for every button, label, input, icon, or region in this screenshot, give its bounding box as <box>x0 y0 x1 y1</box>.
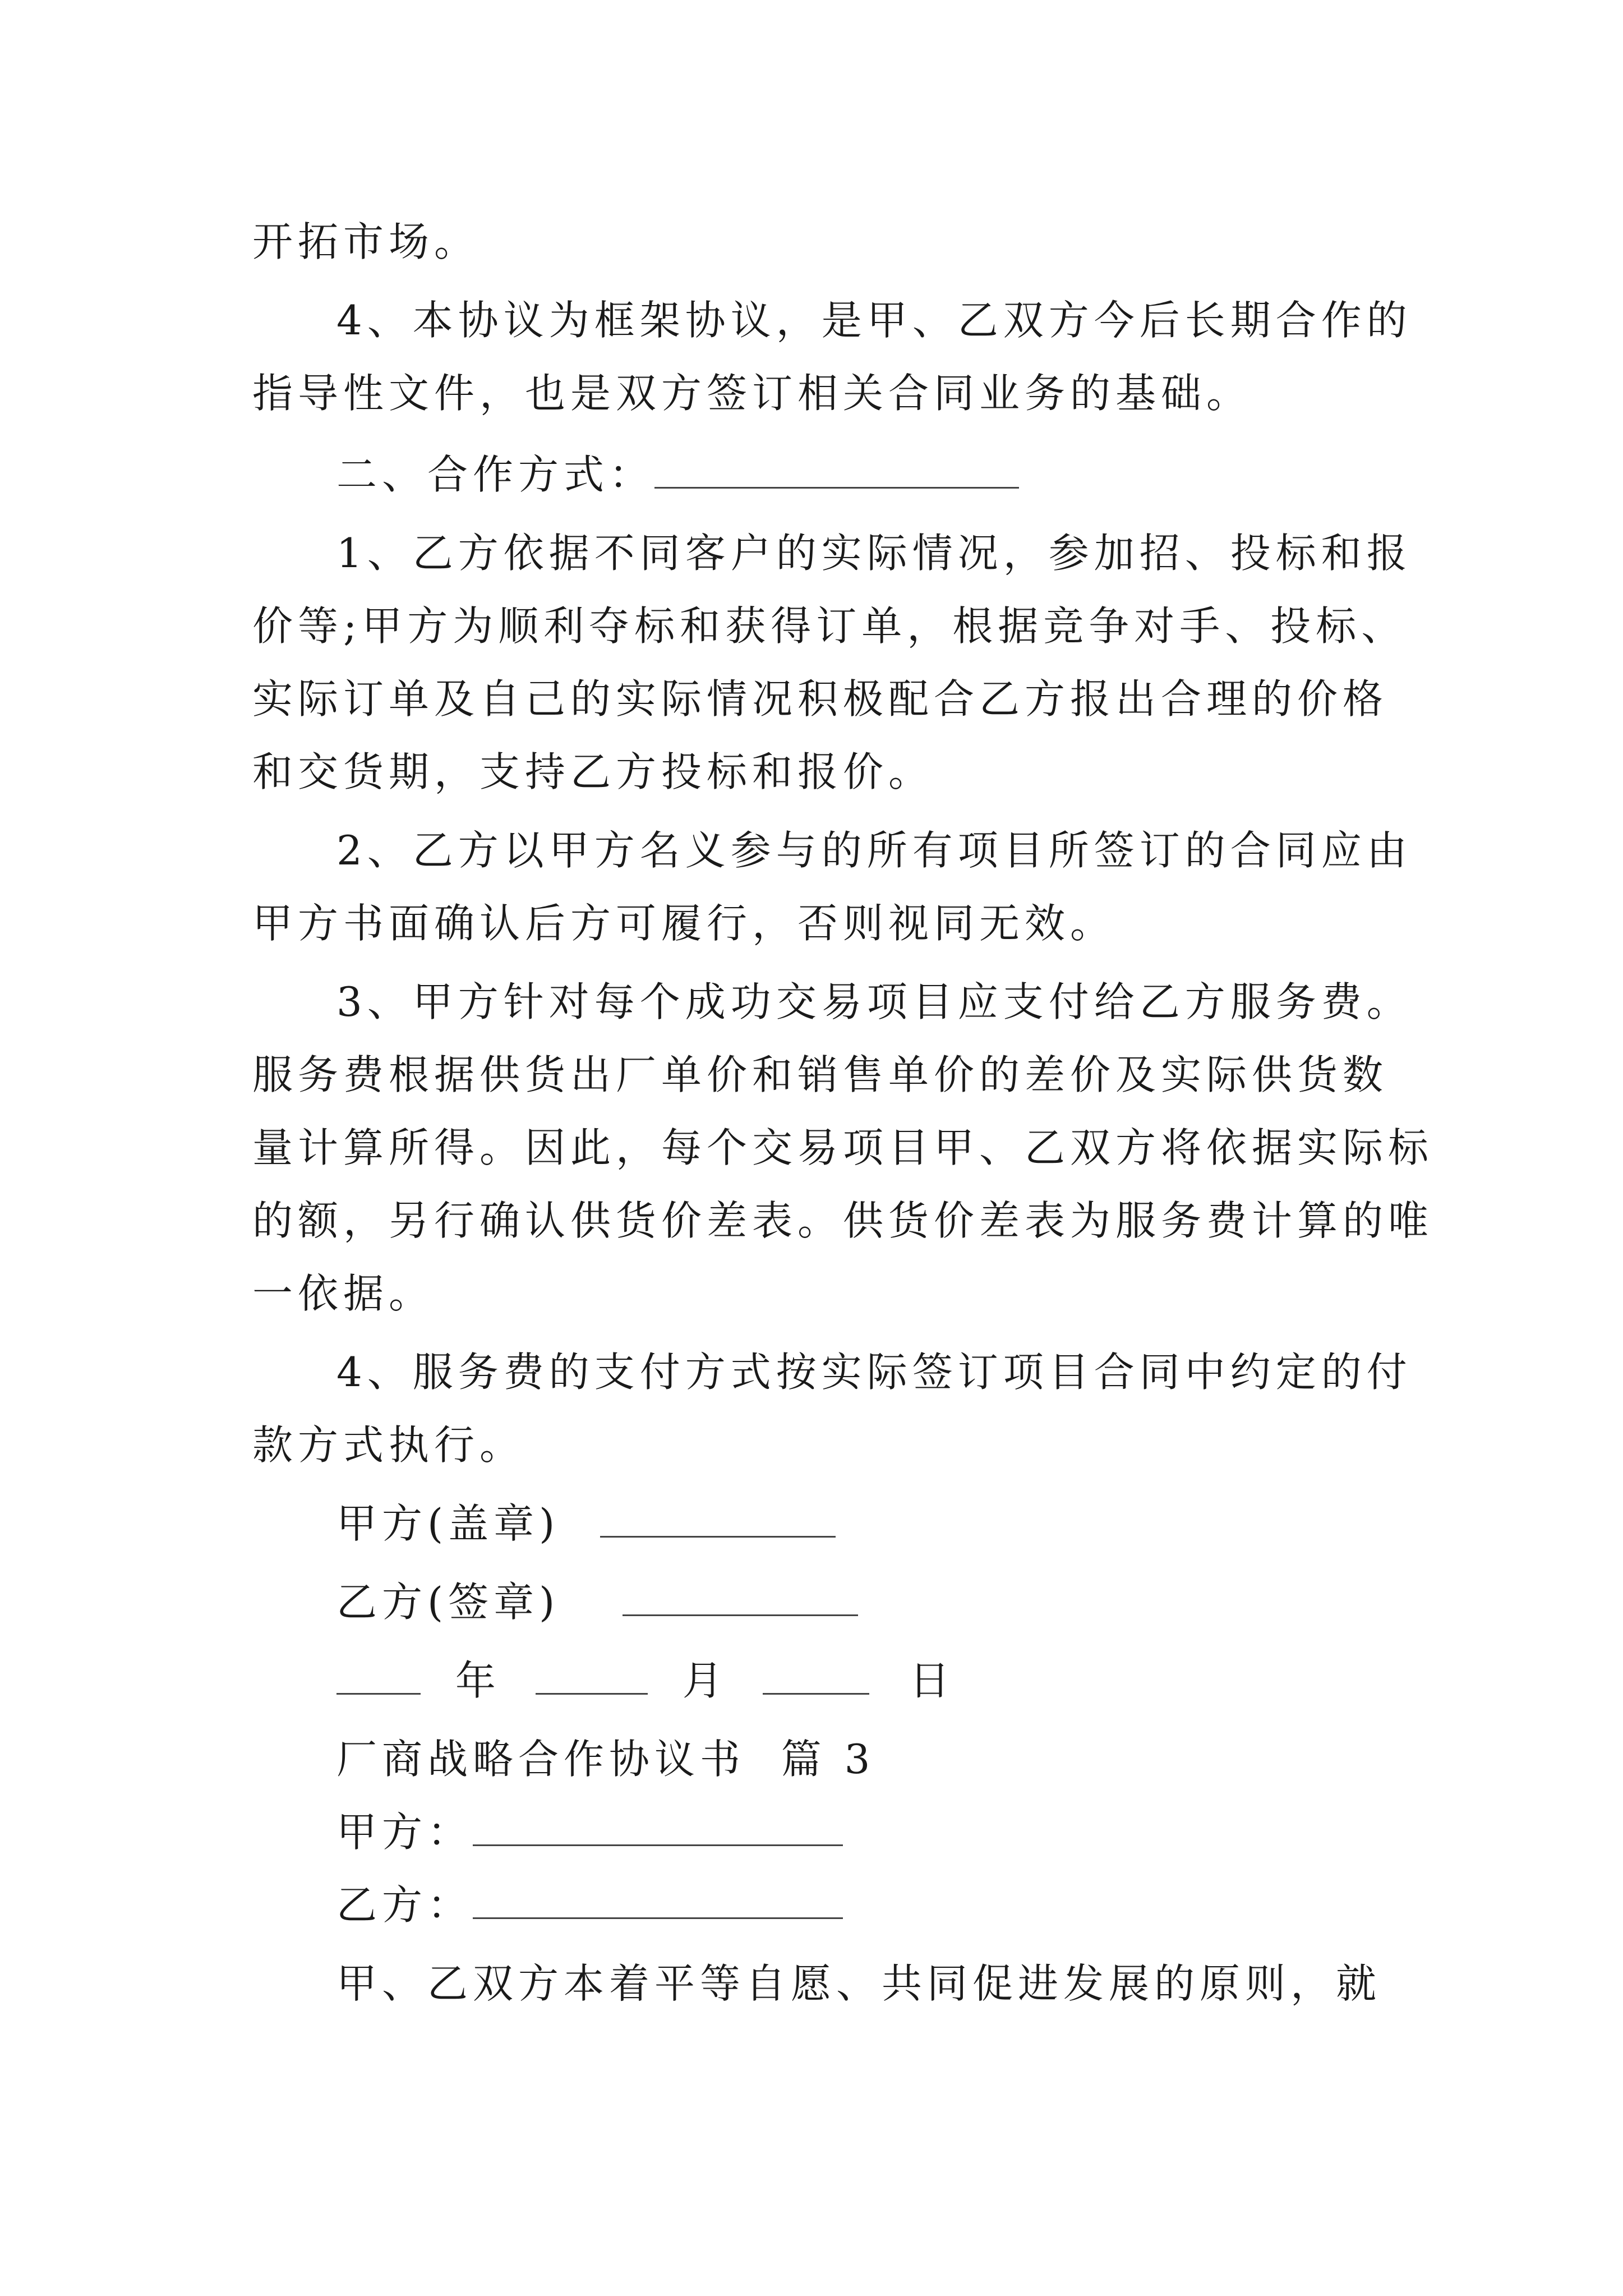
signature-date <box>336 1654 955 1708</box>
paragraph-line: 4、本协议为框架协议，是甲、乙双方今后长期合作的 <box>336 297 1412 344</box>
party-a-seal-label: 甲方(盖章) <box>336 1500 560 1547</box>
next-party-b-blank <box>473 1884 843 1919</box>
paragraph-line: 价等;甲方为顺利夺标和获得订单，根据竞争对手、投标、 <box>252 602 1407 650</box>
paragraph-line: 和交货期，支持乙方投标和报价。 <box>252 748 934 795</box>
month-label: 月 <box>682 1657 728 1704</box>
month-blank <box>536 1659 648 1695</box>
paragraph-line: 4、服务费的支付方式按实际签订项目合同中约定的付 <box>336 1349 1412 1396</box>
paragraph-line: 3、甲方针对每个成功交易项目应支付给乙方服务费。 <box>336 978 1412 1025</box>
party-b-sign-label: 乙方(签章) <box>336 1579 560 1626</box>
day-blank <box>763 1659 869 1695</box>
year-label: 年 <box>455 1657 501 1704</box>
paragraph-line: 2、乙方以甲方名义参与的所有项目所签订的合同应由 <box>336 827 1412 874</box>
paragraph-line: 的额，另行确认供货价差表。供货价差表为服务费计算的唯 <box>252 1197 1434 1244</box>
section-title-text: 二、合作方式： <box>336 451 655 498</box>
year-blank <box>336 1659 421 1695</box>
party-a-seal-blank <box>600 1502 836 1538</box>
signature-party-b <box>336 1575 858 1629</box>
paragraph-line: 量计算所得。因此，每个交易项目甲、乙双方将依据实际标 <box>252 1124 1434 1171</box>
paragraph-line: 服务费根据供货出厂单价和销售单价的差价及实际供货数 <box>252 1051 1389 1098</box>
paragraph-line: 1、乙方依据不同客户的实际情况，参加招、投标和报 <box>336 530 1412 577</box>
next-party-a-label: 甲方： <box>336 1809 473 1856</box>
paragraph-line: 指导性文件，也是双方签订相关合同业务的基础。 <box>252 370 1252 417</box>
paragraph-line: 款方式执行。 <box>252 1421 525 1469</box>
party-b-sign-blank <box>623 1581 858 1616</box>
next-party-b-label: 乙方： <box>336 1881 473 1929</box>
next-party-a-blank <box>473 1811 843 1846</box>
signature-party-a <box>336 1497 836 1550</box>
day-label: 日 <box>909 1657 955 1704</box>
section-title <box>336 448 1019 501</box>
paragraph-line: 实际订单及自己的实际情况积极配合乙方报出合理的价格 <box>252 675 1389 723</box>
paragraph-line: 开拓市场。 <box>252 218 480 265</box>
next-party-b <box>336 1878 843 1932</box>
next-party-a <box>336 1805 843 1859</box>
section-heading: 厂商战略合作协议书 篇 3 <box>336 1736 875 1783</box>
paragraph-line: 甲、乙双方本着平等自愿、共同促进发展的原则，就 <box>336 1960 1382 2007</box>
paragraph-line: 甲方书面确认后方可履行，否则视同无效。 <box>252 900 1116 947</box>
paragraph-line: 一依据。 <box>252 1270 435 1317</box>
cooperation-method-blank <box>654 453 1019 489</box>
